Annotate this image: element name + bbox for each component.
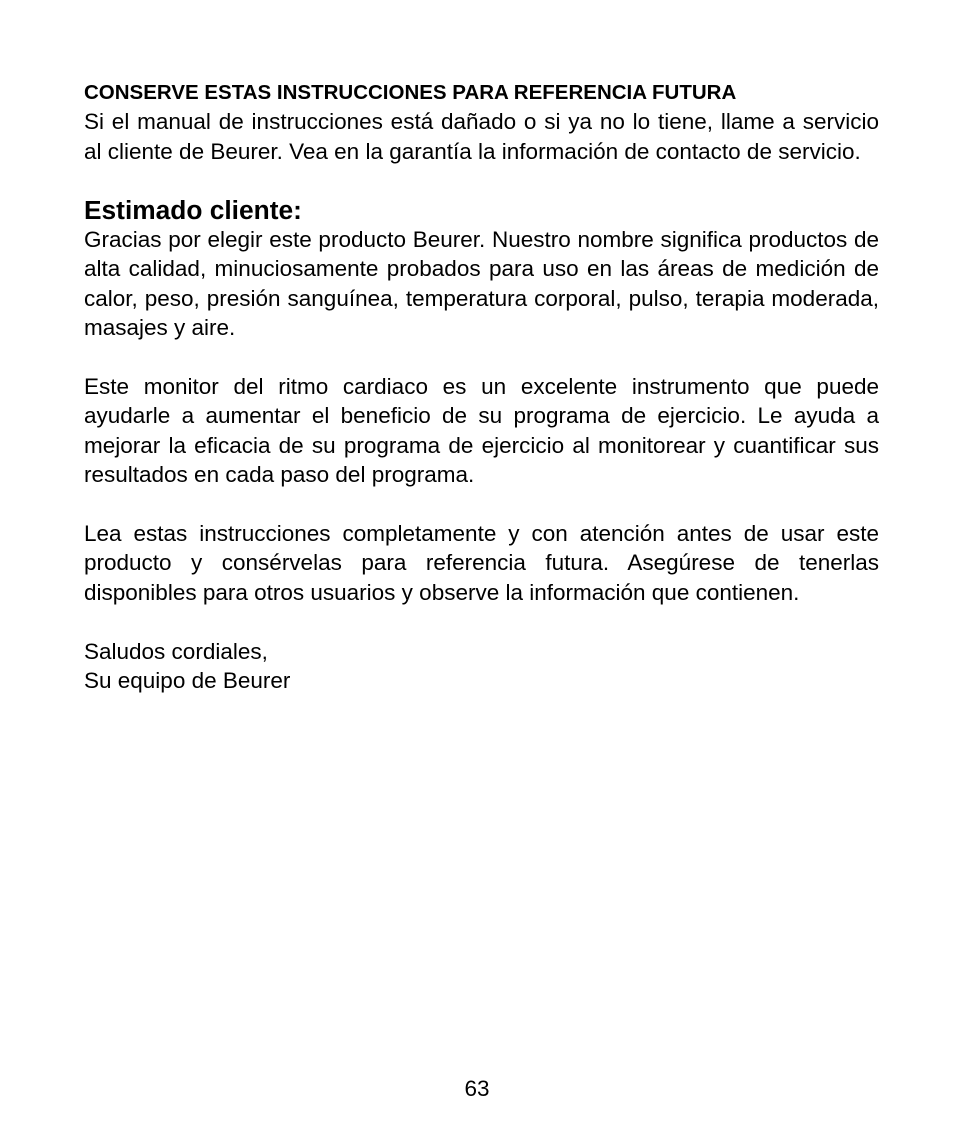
save-instructions-heading: CONSERVE ESTAS INSTRUCCIONES PARA REFERENCIA FUTURA — [84, 81, 737, 104]
paragraph-spacer — [84, 490, 879, 519]
closing — [84, 637, 879, 696]
paragraph-spacer — [84, 166, 879, 195]
intro-paragraph: Gracias por elegir este producto Beurer. Nuestro nombre significa productos de alta calidad, minuciosamente probados para uso en las áreas de medición de calor, peso, presión sanguínea, temperatura corporal, pulso, terapia moderada, masajes y aire. — [84, 227, 879, 341]
closing-salutation: Saludos cordiales, — [84, 638, 268, 664]
monitor-paragraph: Este monitor del ritmo cardiaco es un excelente instrumento que puede ayudarle a aumentar el beneficio de su programa de ejercicio. Le ayuda a mejorar la eficacia de su programa de ejercicio al monitorear y cuantificar sus resultados en cada paso del programa. — [84, 374, 879, 488]
page-number: 63 — [464, 1076, 490, 1101]
read-instructions-paragraph: Lea estas instrucciones completamente y con atención antes de usar este producto y consérvelas para referencia futura. Asegúrese de tenerlas disponibles para otros usuarios y observe la información que contienen. — [84, 521, 879, 605]
paragraph-spacer — [84, 607, 879, 636]
greeting-heading: Estimado cliente: — [84, 194, 302, 225]
closing-signature: Su equipo de Beurer — [84, 668, 291, 694]
paragraph-spacer — [84, 343, 879, 372]
save-instructions-paragraph: Si el manual de instrucciones está dañado o si ya no lo tiene, llame a servicio al cliente de Beurer. Vea en la garantía la información de contacto de servicio. — [84, 109, 879, 164]
document-body — [84, 78, 879, 695]
